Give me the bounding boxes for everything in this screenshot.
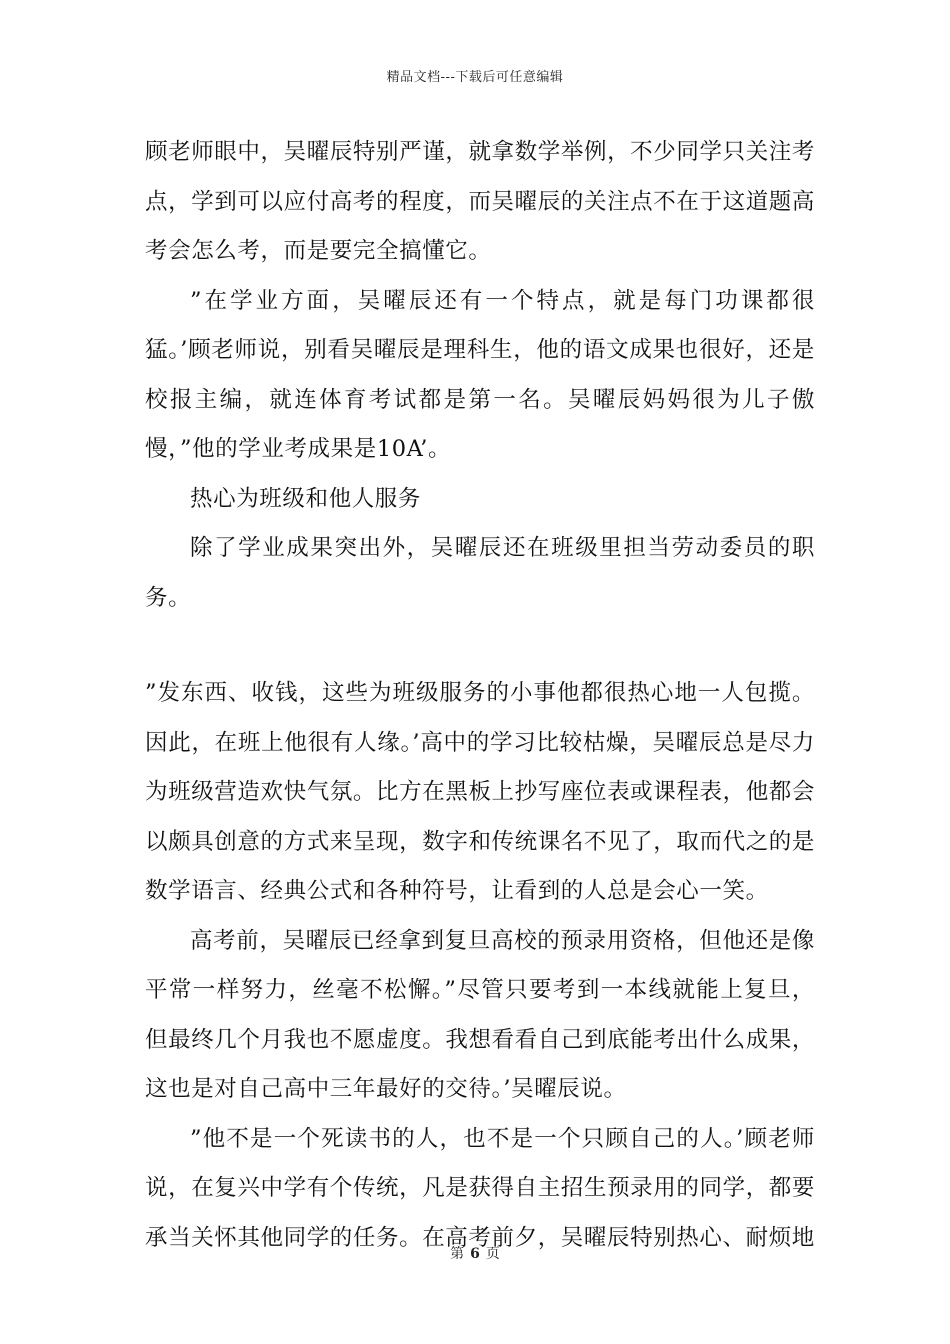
- page-footer-prefix: 第: [450, 1246, 465, 1262]
- page-footer-suffix: 页: [485, 1246, 500, 1262]
- page-header: 精品文档---下载后可任意编辑: [386, 70, 564, 85]
- page-number: 6: [470, 1246, 480, 1262]
- paragraph-tradition: ”他不是一个死读书的人，也不是一个只顾自己的人。’顾老师说，在复兴中学有个传统，凡是获得自主招生预录用的同学，都要承当关怀其他同学的任务。在高考前夕，吴曜辰特别热心、耐烦地: [145, 1125, 815, 1251]
- paragraph-continuation: 顾老师眼中，吴曜辰特别严谨，就拿数学举例，不少同学只关注考点，学到可以应付高考的程度，而吴曜辰的关注点不在于这道题高考会怎么考，而是要完全搞懂它。: [145, 139, 815, 264]
- page-footer: [0, 1243, 950, 1263]
- paragraph-labor-committee: 除了学业成果突出外，吴曜辰还在班级里担当劳动委员的职务。: [145, 535, 815, 611]
- paragraph-class-service: ”发东西、收钱，这些为班级服务的小事他都很热心地一人包揽。因此，在班上他很有人缘。’高中的学习比较枯燥，吴曜辰总是尽力为班级营造欢快气氛。比方在黑板上抄写座位表或课程表，他都会以颇具创意的方式来呈现，数字和传统课名不见了，取而代之的是数学语言、经典公式和各种符号，让看到的人总是会心一笑。: [145, 680, 815, 904]
- section-heading: 热心为班级和他人服务: [190, 485, 422, 512]
- paragraph-academics: ”在学业方面，吴曜辰还有一个特点，就是每门功课都很猛。’顾老师说，别看吴曜辰是理科生，他的语文成果也很好，还是校报主编，就连体育考试都是第一名。吴曜辰妈妈很为儿子傲慢，”他的学业考成果是10A’。: [145, 287, 815, 462]
- document-body: [145, 128, 815, 1263]
- paragraph-before-exam: 高考前，吴曜辰已经拿到复旦高校的预录用资格，但他还是像平常一样努力，丝毫不松懈。”尽管只要考到一本线就能上复旦，但最终几个月我也不愿虚度。我想看看自己到底能考出什么成果，这也是对自己高中三年最好的交待。’吴曜辰说。: [145, 927, 815, 1102]
